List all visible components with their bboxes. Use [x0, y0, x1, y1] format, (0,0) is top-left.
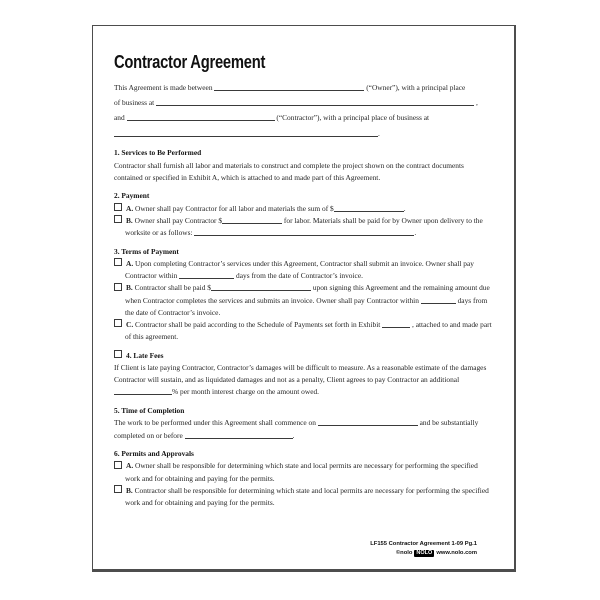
agreement-sections — [114, 147, 493, 509]
clause-item: A. Owner shall be responsible for determining which state and local permits are necessary for performing the specified work and for obtaining and paying for the permits. — [114, 460, 493, 484]
nolo-logo: NOLO — [416, 549, 433, 556]
intro-line: of business at , — [114, 98, 478, 108]
intro-line: and (“Contractor”), with a principal place of business at — [114, 113, 430, 123]
blank-field[interactable] — [114, 128, 378, 137]
section-heading: 2. Payment — [114, 191, 150, 201]
clause-label: B. — [126, 215, 135, 225]
intro-paragraph — [114, 80, 493, 141]
checkbox[interactable] — [114, 203, 122, 211]
blank-field[interactable] — [214, 83, 364, 92]
footer-credits — [370, 549, 477, 558]
section-2 — [114, 190, 493, 239]
copyright-text: ©nolo — [395, 549, 413, 556]
clause-label: B. — [126, 283, 135, 293]
section-heading: 4. Late Fees — [114, 350, 493, 362]
section-paragraph: The work to be performed under this Agreement shall commence on and be substantially completed on or before . — [114, 418, 479, 440]
clause-item: A. Upon completing Contractor’s services under this Agreement, Contractor shall submit an invoice. Owner shall pay Contractor within days from the date of Contractor’s invoice. — [114, 258, 493, 282]
checkbox[interactable] — [114, 461, 122, 469]
blank-field[interactable] — [179, 271, 234, 280]
blank-field[interactable] — [127, 113, 275, 122]
blank-field[interactable] — [421, 295, 456, 304]
page-title: Contractor Agreement — [114, 52, 266, 72]
section-4 — [114, 350, 493, 399]
section-paragraph: If Client is late paying Contractor, Contractor’s damages will be difficult to measure. As a reasonable estimate of the damages Contractor will sustain, and as liquidated damages and not as a penalty, Client agrees to pay Contractor an additional % per month interest charge on the amount owed. — [114, 363, 487, 397]
section-5 — [114, 405, 493, 442]
checkbox[interactable] — [114, 258, 122, 266]
checkbox[interactable] — [114, 350, 122, 358]
clause-item: B. Contractor shall be paid $ upon signing this Agreement and the remaining amount due when Contractor completes the services and submits an invoice. Owner shall pay Contractor within days from the date of Contractor’s invoice. — [114, 282, 493, 319]
clause-item: B. Contractor shall be responsible for determining which state and local permits are necessary for performing the specified work and for obtaining and paying for the permits. — [114, 485, 493, 509]
intro-line: This Agreement is made between (“Owner”), with a principal place — [114, 83, 466, 92]
clause-label: A. — [126, 258, 136, 268]
section-3 — [114, 246, 493, 344]
blank-field[interactable] — [185, 430, 293, 439]
blank-field[interactable] — [222, 215, 282, 224]
blank-field[interactable] — [211, 283, 311, 292]
clause-label: A. — [126, 461, 136, 471]
checkbox[interactable] — [114, 319, 122, 327]
section-heading: 6. Permits and Approvals — [114, 449, 194, 459]
form-number: LF155 Contractor Agreement 1-09 Pg.1 — [370, 541, 477, 547]
checkbox[interactable] — [114, 215, 122, 223]
blank-field[interactable] — [194, 228, 414, 237]
section-paragraph: Contractor shall furnish all labor and materials to construct and complete the project shown on the contract documents contained or specified in Exhibit A, which is attached to and made part of this Agreement. — [114, 160, 464, 182]
intro-line: . — [114, 126, 493, 141]
page-footer — [370, 540, 477, 557]
clause-label: B. — [126, 485, 135, 495]
checkbox[interactable] — [114, 283, 122, 291]
clause-item: C. Contractor shall be paid according to the Schedule of Payments set forth in Exhibit , attached to and made part of this agreement. — [114, 319, 493, 343]
document-page — [92, 25, 516, 572]
checkbox[interactable] — [114, 485, 122, 493]
section-heading: 5. Time of Completion — [114, 406, 185, 416]
section-6 — [114, 448, 493, 509]
blank-field[interactable] — [318, 418, 418, 427]
blank-field[interactable] — [382, 319, 410, 328]
section-1 — [114, 147, 493, 184]
clause-label: A. — [126, 203, 136, 213]
section-heading: 3. Terms of Payment — [114, 246, 179, 256]
clause-item: B. Owner shall pay Contractor $ for labor. Materials shall be paid for by Owner upon delivery to the worksite or as follows: . — [114, 215, 493, 239]
blank-field[interactable] — [156, 98, 474, 107]
blank-field[interactable] — [334, 203, 404, 212]
section-heading: 1. Services to Be Performed — [114, 148, 202, 158]
blank-field[interactable] — [114, 387, 172, 396]
nolo-url: www.nolo.com — [436, 549, 477, 556]
clause-label: C. — [126, 319, 136, 329]
clause-item: A. Owner shall pay Contractor for all labor and materials the sum of $ . — [114, 203, 493, 215]
